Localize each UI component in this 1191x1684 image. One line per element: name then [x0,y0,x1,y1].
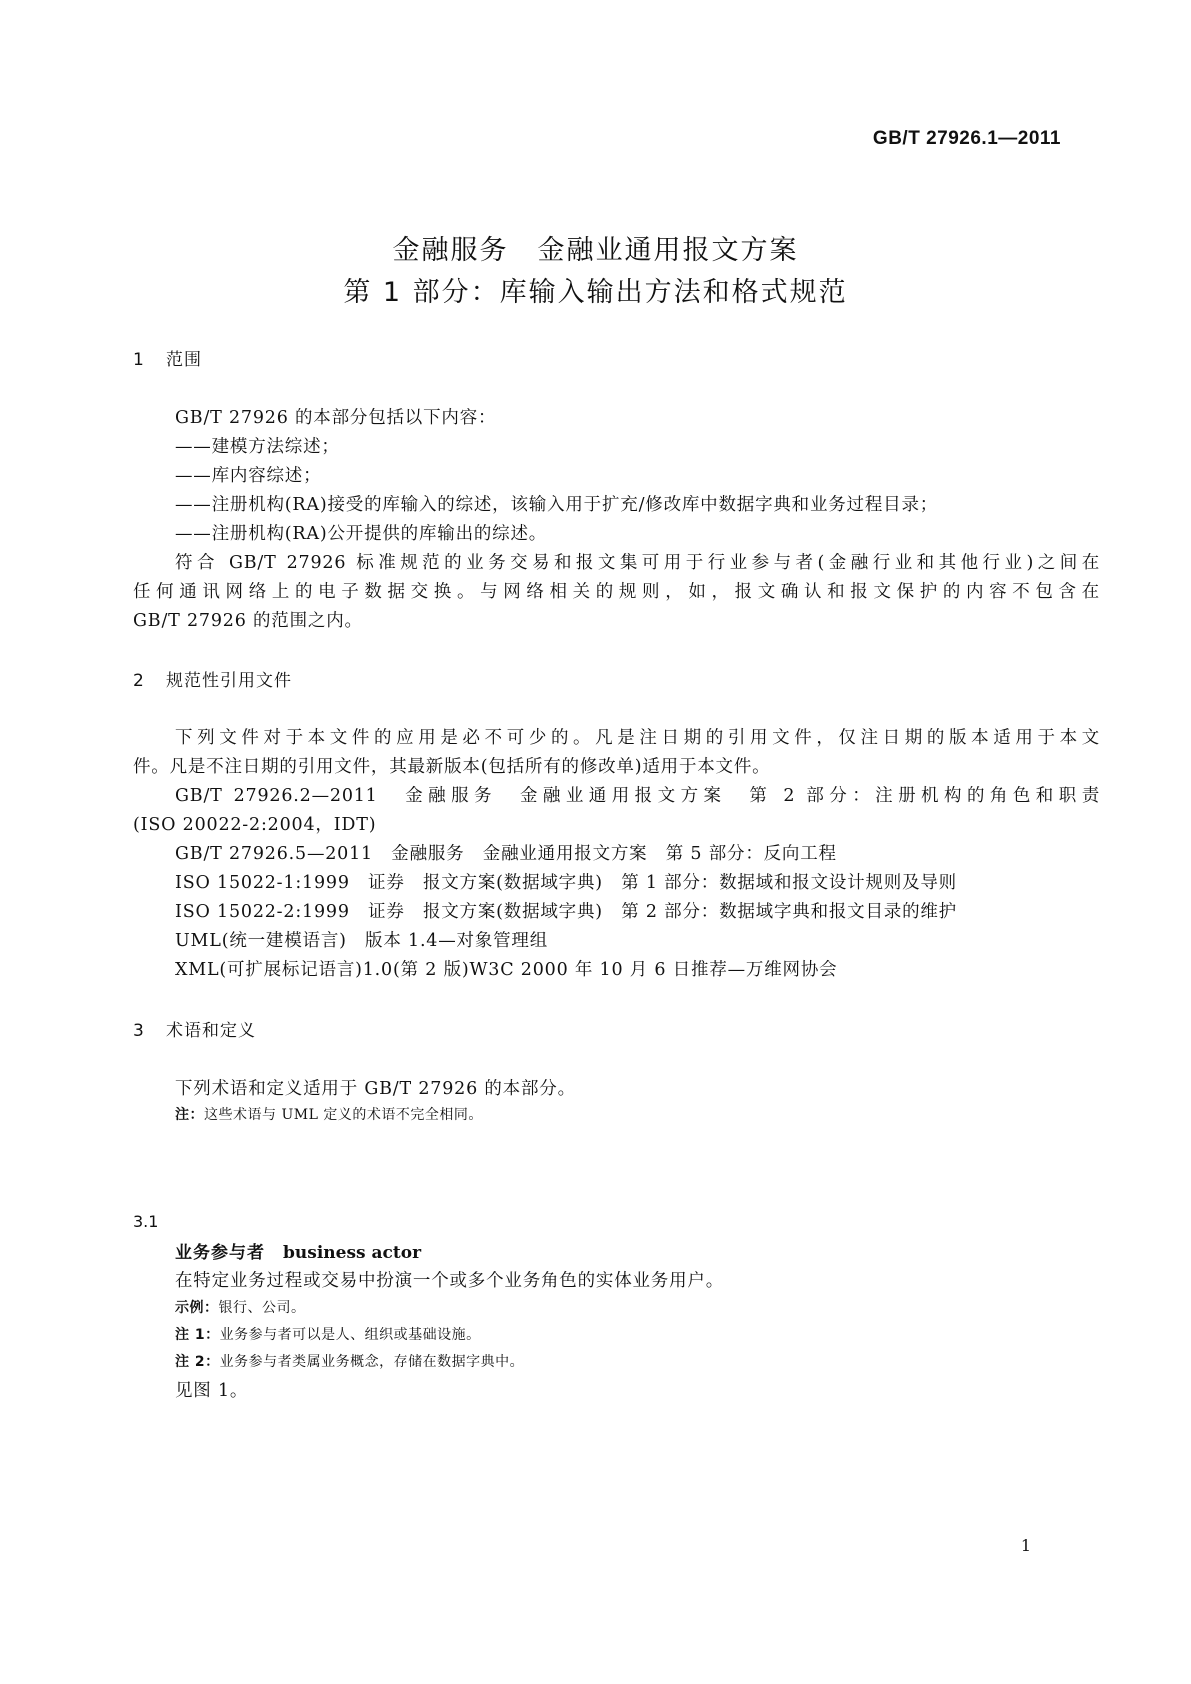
section-3-heading [133,1016,256,1041]
standard-code: GB/T 27926.1—2011 [872,128,1061,149]
section-2-heading [133,666,292,691]
reference-entry: (ISO 20022-2:2004，IDT) [133,815,377,835]
scope-paragraph-line: GB/T 27926 的范围之内。 [133,611,363,631]
section-title: 范围 [166,350,202,370]
reference-entry: ISO 15022-2:1999 证券 报文方案(数据域字典) 第 2 部分：数据域字典和报文目录的维护 [175,902,957,922]
term-example [175,1297,306,1317]
section-number: 1 [133,350,145,370]
section-1-heading [133,345,202,370]
page-number: 1 [1020,1536,1031,1555]
title-line-2: 第 1 部分：库输入输出方法和格式规范 [343,277,848,308]
clause-number: 3.1 [133,1212,159,1231]
references-paragraph-line: 下列文件对于本文件的应用是必不可少的。凡是注日期的引用文件，仅注日期的版本适用于本文 [175,728,1100,748]
section-title: 规范性引用文件 [166,671,292,691]
scope-intro: GB/T 27926 的本部分包括以下内容： [175,408,497,428]
note-text: 这些术语与 UML 定义的术语不完全相同。 [204,1107,483,1123]
reference-entry: ISO 15022-1:1999 证券 报文方案(数据域字典) 第 1 部分：数据域和报文设计规则及导则 [175,873,957,893]
scope-paragraph-line: 符合 GB/T 27926 标准规范的业务交易和报文集可用于行业参与者(金融行业和其他行业)之间在 [175,553,1100,573]
reference-entry: GB/T 27926.5—2011 金融服务 金融业通用报文方案 第 5 部分：反向工程 [175,844,837,864]
note-label: 注 2： [175,1354,220,1370]
scope-paragraph-line: 任何通讯网络上的电子数据交换。与网络相关的规则，如，报文确认和报文保护的内容不包含在 [133,582,1100,602]
note-label: 注： [175,1107,204,1123]
term-entry [175,1238,421,1263]
term-note-2 [175,1351,524,1371]
term-definition: 在特定业务过程或交易中扮演一个或多个业务角色的实体业务用户。 [175,1271,724,1291]
scope-item: ——注册机构(RA)接受的库输入的综述，该输入用于扩充/修改库中数据字典和业务过程目录； [175,495,939,515]
section-number: 2 [133,671,145,691]
example-label: 示例： [175,1300,219,1316]
term-note-1 [175,1324,481,1344]
scope-item: ——建模方法综述； [175,437,340,457]
scope-item: ——注册机构(RA)公开提供的库输出的综述。 [175,524,548,544]
section-number: 3 [133,1021,145,1041]
see-figure: 见图 1。 [175,1381,249,1401]
reference-entry: XML(可扩展标记语言)1.0(第 2 版)W3C 2000 年 10 月 6 日推荐—万维网协会 [175,960,838,980]
term-english: business actor [283,1243,422,1263]
terms-intro: 下列术语和定义适用于 GB/T 27926 的本部分。 [175,1079,576,1099]
term-chinese: 业务参与者 [175,1243,265,1263]
terms-note [175,1104,483,1124]
reference-entry: GB/T 27926.2—2011 金融服务 金融业通用报文方案 第 2 部分：注册机构的角色和职责 [175,786,1100,806]
note-label: 注 1： [175,1327,220,1343]
references-paragraph-line: 件。凡是不注日期的引用文件，其最新版本(包括所有的修改单)适用于本文件。 [133,757,771,777]
example-text: 银行、公司。 [218,1300,306,1316]
note-text: 业务参与者类属业务概念，存储在数据字典中。 [219,1354,525,1370]
note-text: 业务参与者可以是人、组织或基础设施。 [219,1327,481,1343]
reference-entry: UML(统一建模语言) 版本 1.4—对象管理组 [175,931,549,951]
section-title: 术语和定义 [166,1021,256,1041]
title-line-1: 金融服务 金融业通用报文方案 [392,235,799,266]
scope-item: ——库内容综述； [175,466,322,486]
